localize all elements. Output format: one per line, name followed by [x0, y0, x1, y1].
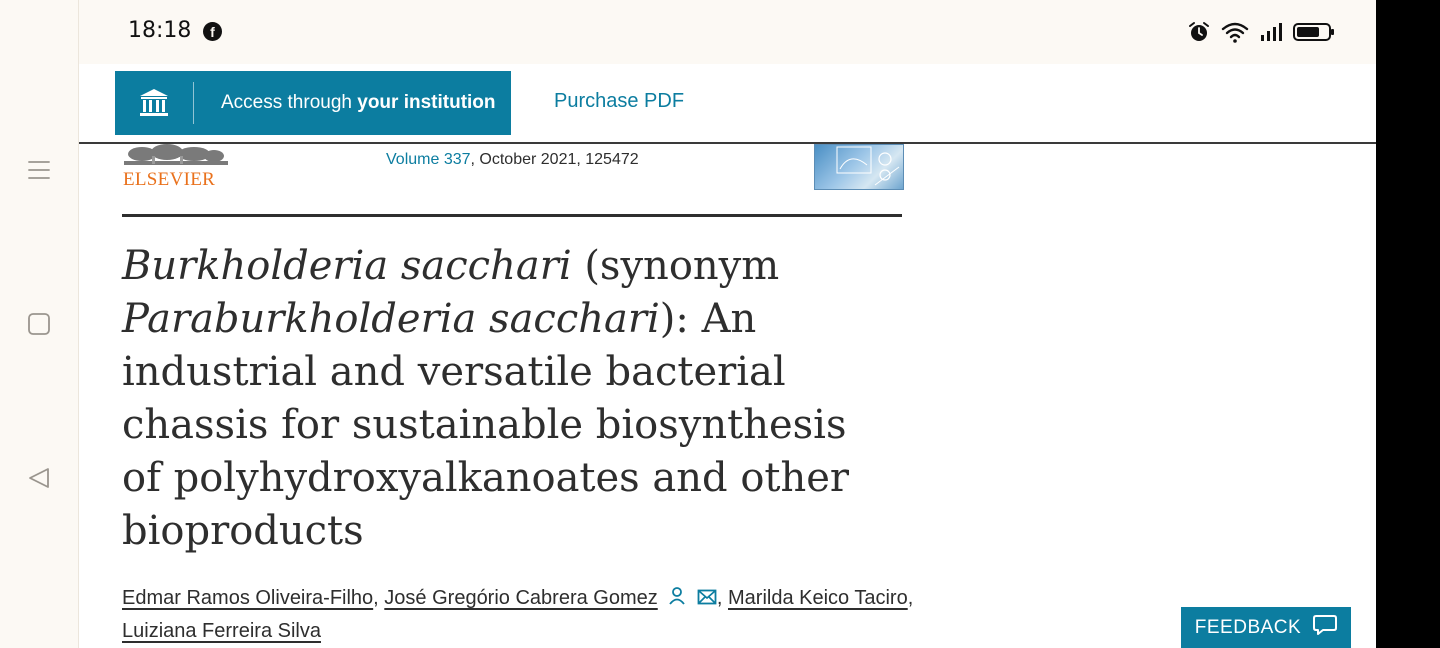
article-page: [79, 64, 1376, 648]
back-triangle-icon[interactable]: [0, 458, 78, 498]
alarm-icon: [1187, 20, 1211, 44]
author-link[interactable]: José Gregório Cabrera Gomez: [384, 587, 658, 609]
recents-square-icon[interactable]: [0, 304, 78, 344]
publisher-name: ELSEVIER: [123, 169, 216, 190]
status-bar: [79, 0, 1376, 64]
signal-icon: [1259, 20, 1283, 44]
purchase-pdf-link[interactable]: Purchase PDF: [554, 90, 685, 112]
chat-bubble-icon: [1313, 614, 1337, 642]
battery-icon: [1293, 20, 1335, 44]
article-title: Burkholderia sacchari (synonym Paraburkholderia sacchari): An industrial and versatile bacterial chassis for sustainable biosynthesis of polyhydroxyalkanoates and other bioproducts: [122, 243, 850, 554]
status-time: 18:18: [128, 18, 192, 43]
menu-icon[interactable]: [0, 150, 78, 190]
cover-figure-icon: [815, 145, 903, 189]
feedback-label: FEEDBACK: [1194, 616, 1302, 638]
person-icon[interactable]: [667, 583, 687, 615]
volume-link[interactable]: Volume 337: [386, 151, 471, 168]
journal-cover-thumbnail[interactable]: [814, 144, 904, 190]
author-link[interactable]: Edmar Ramos Oliveira-Filho: [122, 587, 374, 609]
volume-line: Volume 337, October 2021, 125472: [386, 151, 639, 168]
author-link[interactable]: Marilda Keico Taciro: [728, 587, 908, 609]
author-link[interactable]: Luiziana Ferreira Silva: [122, 619, 321, 642]
wifi-icon: [1221, 20, 1249, 44]
institution-icon: [115, 71, 193, 135]
access-institution-button[interactable]: [115, 71, 511, 135]
facebook-icon: f: [203, 22, 222, 41]
journal-header: [122, 144, 902, 217]
status-icons: [1187, 20, 1335, 44]
navigation-rail: [0, 0, 79, 648]
right-edge-bar: [1376, 0, 1440, 648]
author-list: Edmar Ramos Oliveira-Filho, José Gregório Cabrera Gomez , Marilda Keico Taciro, Luiziana Ferreira Silva: [122, 582, 922, 647]
elsevier-tree-icon: [122, 144, 228, 168]
access-label: Access through your institution: [221, 92, 496, 113]
feedback-button[interactable]: [1181, 607, 1351, 648]
access-bar: [79, 64, 1376, 144]
elsevier-logo[interactable]: [122, 144, 232, 192]
email-icon[interactable]: [697, 583, 717, 615]
